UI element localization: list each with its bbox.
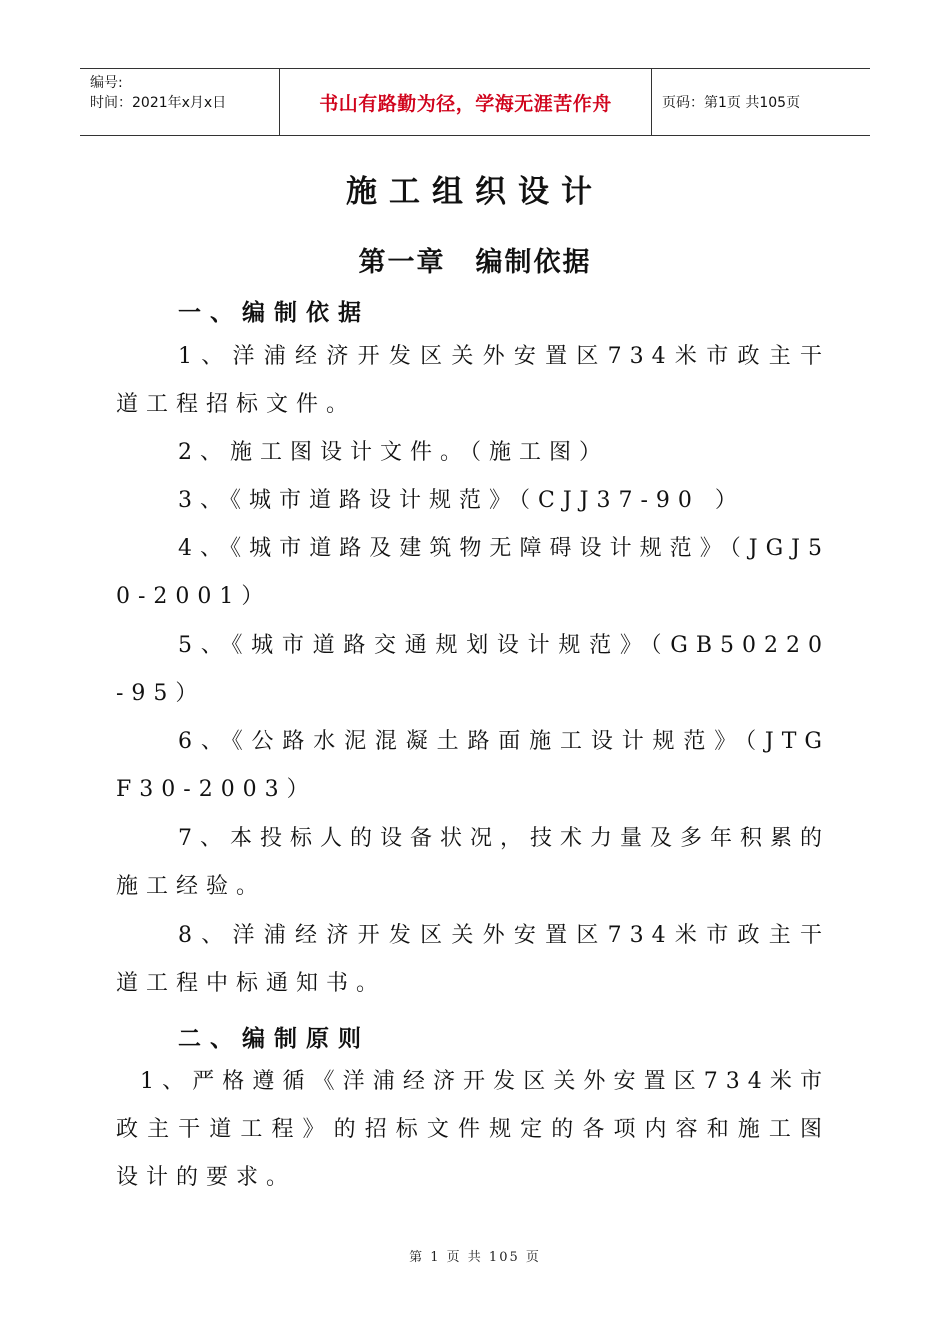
list-item: 8、洋浦经济开发区关外安置区734米市政主干道工程中标通知书。 — [116, 923, 830, 996]
header-page-info: 页码：第1页 共105页 — [662, 95, 801, 111]
list-item: 3、《城市道路设计规范》（CJJ37-90 ） — [178, 488, 745, 513]
chapter-heading — [0, 240, 950, 279]
document-title: 施工组织设计 — [346, 174, 604, 210]
chapter-number: 第一章 — [358, 247, 446, 278]
list-item: 1、严格遵循《洋浦经济开发区关外安置区734米市政主干道工程》的招标文件规定的各项内容和施工图设计的要求。 — [116, 1069, 830, 1190]
section-heading-2: 二、编制原则 — [178, 1026, 370, 1052]
number-label: 编号: — [90, 75, 123, 91]
list-item: 7、本投标人的设备状况，技术力量及多年积累的施工经验。 — [116, 826, 830, 899]
page-header — [80, 68, 870, 136]
page-footer: 第 1 页 共 105 页 — [409, 1250, 541, 1265]
section-heading-1: 一、编制依据 — [178, 300, 370, 326]
header-motto: 书山有路勤为径，学海无涯苦作舟 — [280, 69, 652, 135]
list-item: 2、施工图设计文件。（施工图） — [178, 440, 609, 465]
list-item: 5、《城市道路交通规划设计规范》（GB50220-95） — [116, 633, 830, 706]
list-item: 4、《城市道路及建筑物无障碍设计规范》（JGJ50-2001） — [116, 536, 830, 609]
list-item: 6、《公路水泥混凝土路面施工设计规范》（JTGF30-2003） — [116, 729, 830, 802]
header-meta — [80, 69, 280, 135]
time-label: 时间：2021年x月x日 — [90, 95, 227, 111]
list-item: 1、洋浦经济开发区关外安置区734米市政主干道工程招标文件。 — [116, 344, 830, 417]
chapter-name: 编制依据 — [475, 247, 592, 278]
